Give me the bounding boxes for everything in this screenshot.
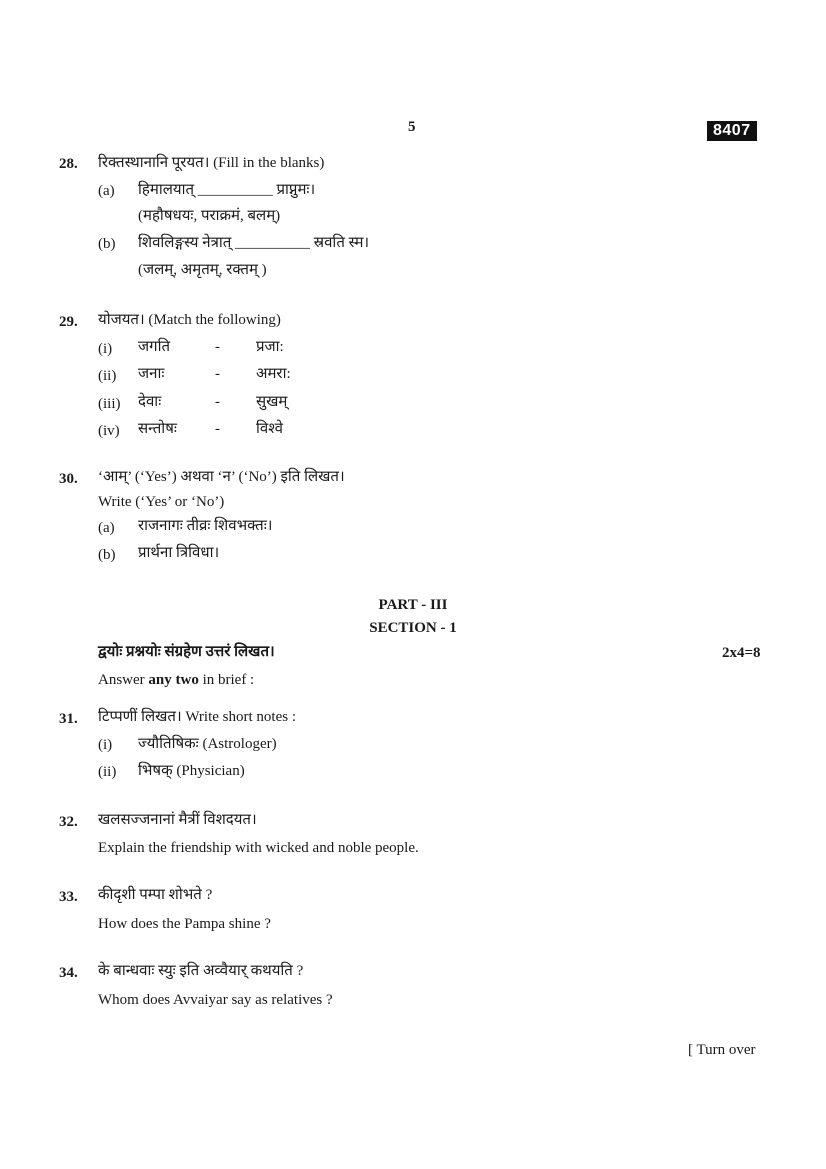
question-text: टिप्पणीं लिखत। Write short notes : [98,709,297,725]
question-text-en: Explain the friendship with wicked and noble people. [98,840,419,856]
page-number: 5 [408,119,416,135]
match-dash: - [215,339,220,355]
match-dash: - [215,394,220,410]
match-label: (iv) [98,423,120,439]
question-number: 32. [59,814,78,830]
option-choices: (जलम्, अमृतम्, रक्तम् ) [138,262,267,278]
option-label: (a) [98,183,115,199]
part-title: PART - III [378,597,448,613]
option-label: (a) [98,520,115,536]
instruction-text: in brief : [198,672,255,688]
match-dash: - [215,421,220,437]
option-text: प्रार्थना त्रिविधा। [138,545,220,561]
match-left: जनाः [138,366,165,382]
question-text: के बान्धवाः स्युः इति अव्वैयार् कथयति ? [98,963,304,979]
option-label: (ii) [98,764,117,780]
option-label: (b) [98,547,116,563]
option-label: (i) [98,737,113,753]
option-text: शिवलिङ्गस्य नेत्रात् __________ स्रवति स्म। [138,235,370,251]
question-number: 31. [59,711,78,727]
question-text: खलसज्जनानां मैत्रीं विशदयत। [98,812,257,828]
option-label: (b) [98,236,116,252]
option-text: राजनागः तीव्रः शिवभक्तः। [138,518,273,534]
section-instruction-en [98,673,254,688]
match-right: अमरा: [256,366,291,382]
section-marks: 2x4=8 [722,645,761,661]
question-text: ‘आम्’ (‘Yes’) अथवा ‘न’ (‘No’) इति लिखत। [98,469,345,485]
question-text-en: Whom does Avvaiyar say as relatives ? [98,992,333,1008]
match-dash: - [215,366,220,382]
question-number: 28. [59,156,78,172]
option-choices: (महौषधयः, पराक्रमं, बलम्) [138,208,281,224]
match-right: सुखम् [256,394,288,410]
question-text-en: How does the Pampa shine ? [98,916,271,932]
match-left: देवाः [138,394,162,410]
instruction-emphasis: any two [148,672,199,688]
match-label: (iii) [98,396,121,412]
match-left: जगति [138,339,171,355]
match-right: प्रजा: [256,339,284,355]
question-number: 34. [59,965,78,981]
section-title: SECTION - 1 [369,620,457,636]
paper-code-badge: 8407 [707,121,757,141]
match-right: विश्वे [256,421,283,437]
question-text: योजयत। (Match the following) [98,312,281,328]
match-label: (i) [98,341,113,357]
question-text: कीदृशी पम्पा शोभते ? [98,887,213,903]
option-text: हिमालयात् __________ प्राप्नुमः। [138,182,316,198]
match-label: (ii) [98,368,117,384]
question-number: 33. [59,889,78,905]
question-number: 29. [59,314,78,330]
question-subtext: Write (‘Yes’ or ‘No’) [98,494,225,510]
match-left: सन्तोषः [138,421,177,437]
instruction-text: Answer [98,672,149,688]
turn-over-note: [ Turn over [688,1042,756,1058]
question-number: 30. [59,471,78,487]
option-text: भिषक् (Physician) [138,763,245,779]
question-text: रिक्तस्थानानि पूरयत। (Fill in the blanks) [98,155,325,171]
section-instruction: द्वयोः प्रश्नयोः संग्रहेण उत्तरं लिखत। [98,644,275,660]
option-text: ज्यौतिषिकः (Astrologer) [138,736,277,752]
